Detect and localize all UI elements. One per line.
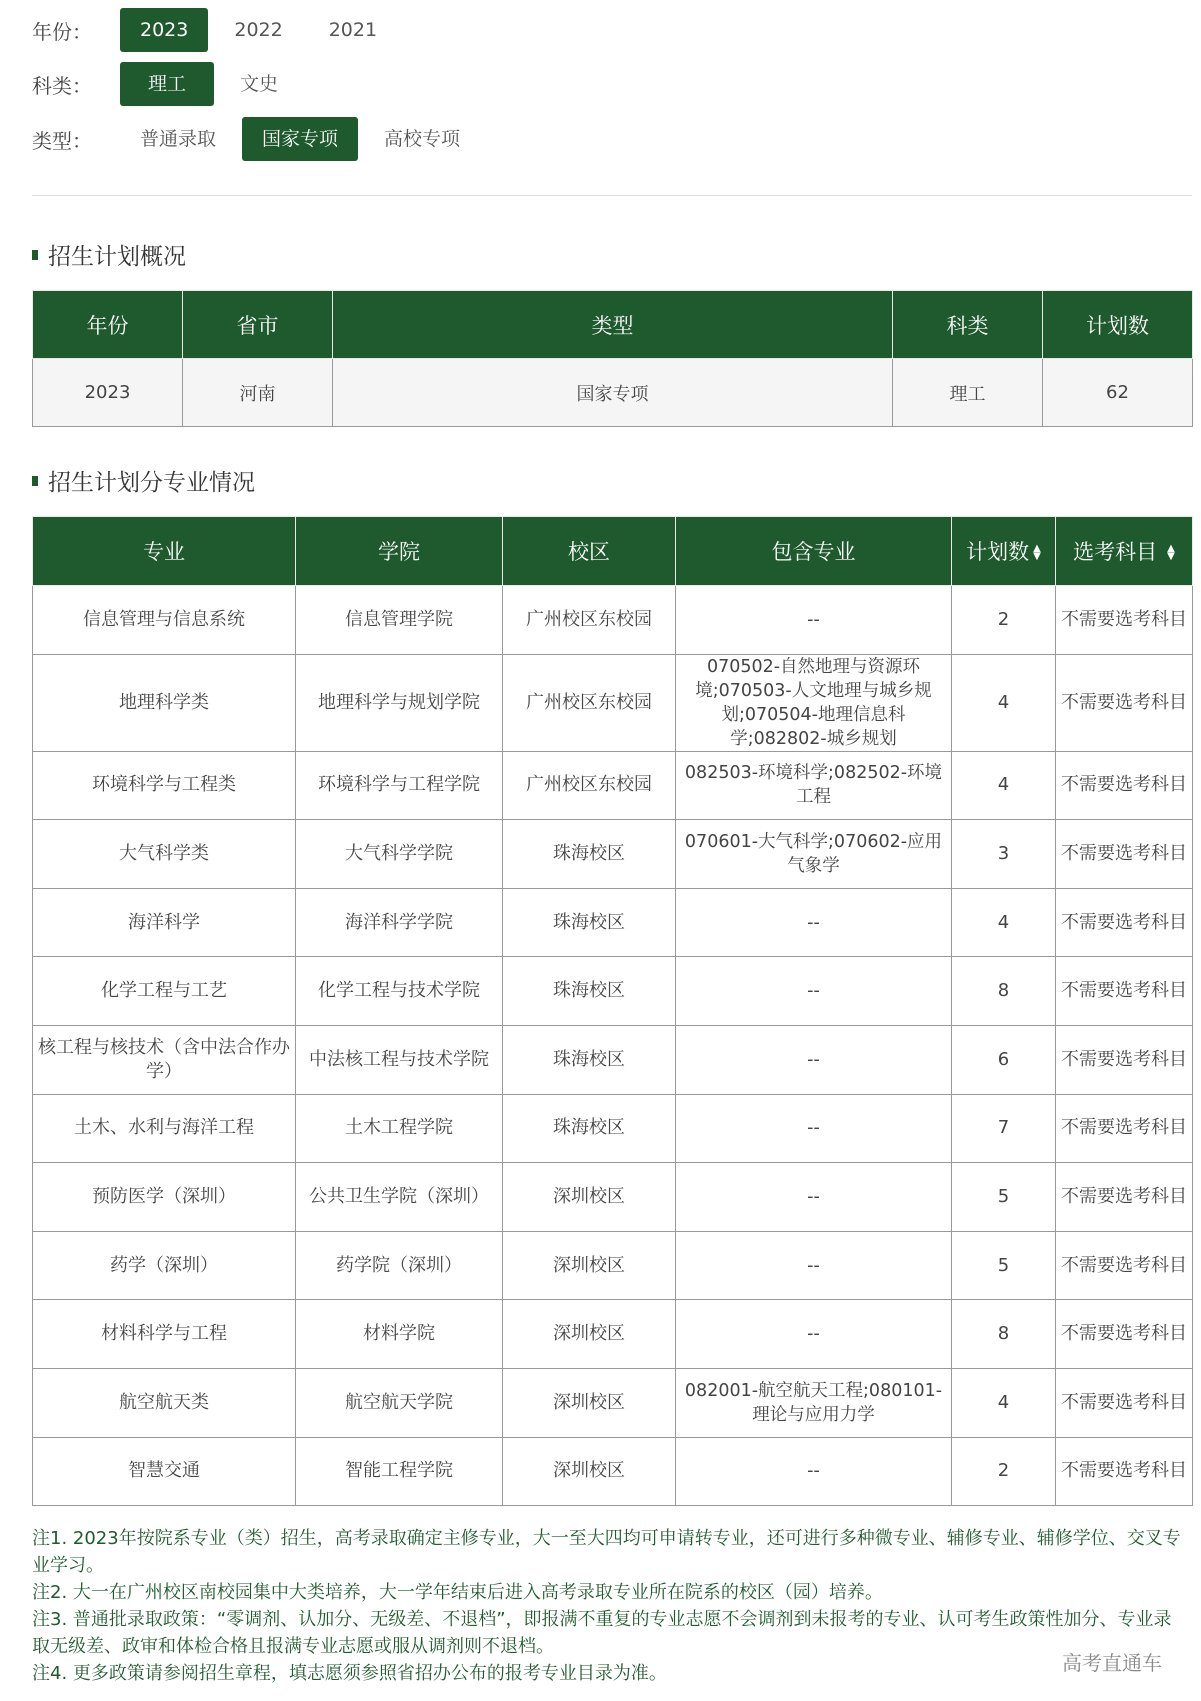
filter-year bbox=[32, 8, 403, 52]
table-row bbox=[33, 957, 1193, 1026]
included-majors-cell: -- bbox=[676, 957, 952, 1026]
majors-title: 招生计划分专业情况 bbox=[48, 470, 255, 496]
table-row bbox=[33, 1368, 1193, 1437]
college-cell: 智能工程学院 bbox=[296, 1437, 503, 1506]
overview-header-row bbox=[33, 291, 1193, 359]
subject-requirement-cell: 不需要选考科目 bbox=[1056, 1094, 1193, 1163]
majors-header-plan-sortable[interactable] bbox=[952, 517, 1056, 586]
plan-count-cell: 5 bbox=[952, 1163, 1056, 1232]
overview-header-type: 类型 bbox=[333, 291, 893, 359]
plan-count-cell: 4 bbox=[952, 654, 1056, 751]
table-row bbox=[33, 820, 1193, 889]
subject-requirement-cell: 不需要选考科目 bbox=[1056, 1025, 1193, 1094]
overview-header-plan: 计划数 bbox=[1043, 291, 1193, 359]
table-row bbox=[33, 654, 1193, 751]
table-row bbox=[33, 1163, 1193, 1232]
subject-requirement-cell: 不需要选考科目 bbox=[1056, 888, 1193, 957]
watermark: 高考直通车 bbox=[1062, 1651, 1162, 1675]
major-cell: 化学工程与工艺 bbox=[33, 957, 296, 1026]
overview-section-title bbox=[32, 238, 186, 271]
college-cell: 航空航天学院 bbox=[296, 1368, 503, 1437]
majors-body bbox=[33, 586, 1193, 1506]
notes-block bbox=[32, 1525, 1182, 1687]
major-cell: 预防医学（深圳） bbox=[33, 1163, 296, 1232]
college-cell: 土木工程学院 bbox=[296, 1094, 503, 1163]
major-cell: 智慧交通 bbox=[33, 1437, 296, 1506]
table-row bbox=[33, 586, 1193, 655]
major-cell: 土木、水利与海洋工程 bbox=[33, 1094, 296, 1163]
campus-cell: 广州校区东校园 bbox=[503, 586, 676, 655]
plan-count-cell: 4 bbox=[952, 888, 1056, 957]
category-option-arts[interactable]: 文史 bbox=[240, 73, 279, 95]
table-row bbox=[33, 1025, 1193, 1094]
overview-table bbox=[32, 290, 1193, 427]
overview-row bbox=[33, 359, 1193, 427]
majors-table bbox=[32, 516, 1193, 1506]
overview-cell-year: 2023 bbox=[33, 359, 183, 427]
plan-count-cell: 2 bbox=[952, 1437, 1056, 1506]
college-cell: 化学工程与技术学院 bbox=[296, 957, 503, 1026]
included-majors-cell: 082001-航空航天工程;080101-理论与应用力学 bbox=[676, 1368, 952, 1437]
included-majors-cell: -- bbox=[676, 888, 952, 957]
majors-header-row bbox=[33, 517, 1193, 586]
included-majors-cell: -- bbox=[676, 1163, 952, 1232]
subject-requirement-cell: 不需要选考科目 bbox=[1056, 1163, 1193, 1232]
overview-cell-type: 国家专项 bbox=[333, 359, 893, 427]
year-option-2023[interactable]: 2023 bbox=[120, 8, 208, 52]
campus-cell: 深圳校区 bbox=[503, 1300, 676, 1369]
table-row bbox=[33, 1300, 1193, 1369]
subject-requirement-cell: 不需要选考科目 bbox=[1056, 820, 1193, 889]
plan-count-cell: 2 bbox=[952, 586, 1056, 655]
year-option-2022[interactable]: 2022 bbox=[234, 19, 283, 41]
note-3: 注3. 普通批录取政策：“零调剂、认加分、无级差、不退档”，即报满不重复的专业志愿不会调剂到未报考的专业、认可考生政策性加分、专业录取无级差、政审和体检合格且报满专业志愿或服从调剂则不退档。 bbox=[32, 1609, 1172, 1657]
included-majors-cell: -- bbox=[676, 1437, 952, 1506]
major-cell: 环境科学与工程类 bbox=[33, 751, 296, 820]
subject-requirement-cell: 不需要选考科目 bbox=[1056, 586, 1193, 655]
section-marker-icon bbox=[32, 476, 38, 486]
overview-cell-province: 河南 bbox=[183, 359, 333, 427]
majors-header-college: 学院 bbox=[296, 517, 503, 586]
college-cell: 地理科学与规划学院 bbox=[296, 654, 503, 751]
plan-count-cell: 4 bbox=[952, 751, 1056, 820]
overview-cell-plan: 62 bbox=[1043, 359, 1193, 427]
type-option-regular[interactable]: 普通录取 bbox=[140, 128, 217, 150]
major-cell: 核工程与核技术（含中法合作办学） bbox=[33, 1025, 296, 1094]
subject-requirement-cell: 不需要选考科目 bbox=[1056, 957, 1193, 1026]
college-cell: 大气科学学院 bbox=[296, 820, 503, 889]
plan-count-cell: 8 bbox=[952, 957, 1056, 1026]
table-row bbox=[33, 1437, 1193, 1506]
major-cell: 信息管理与信息系统 bbox=[33, 586, 296, 655]
subject-requirement-cell: 不需要选考科目 bbox=[1056, 1437, 1193, 1506]
majors-header-subject: 选考科目 bbox=[1073, 540, 1158, 564]
major-cell: 航空航天类 bbox=[33, 1368, 296, 1437]
overview-header-year: 年份 bbox=[33, 291, 183, 359]
majors-header-plan: 计划数 bbox=[966, 540, 1030, 564]
overview-header-category: 科类 bbox=[893, 291, 1043, 359]
campus-cell: 深圳校区 bbox=[503, 1231, 676, 1300]
included-majors-cell: -- bbox=[676, 1025, 952, 1094]
campus-cell: 珠海校区 bbox=[503, 1025, 676, 1094]
type-option-national[interactable]: 国家专项 bbox=[242, 117, 358, 161]
table-row bbox=[33, 888, 1193, 957]
type-option-university[interactable]: 高校专项 bbox=[384, 128, 461, 150]
campus-cell: 珠海校区 bbox=[503, 888, 676, 957]
note-1: 注1. 2023年按院系专业（类）招生，高考录取确定主修专业，大一至大四均可申请转专业，还可进行多种微专业、辅修专业、辅修学位、交叉专业学习。 bbox=[32, 1528, 1181, 1576]
campus-cell: 深圳校区 bbox=[503, 1437, 676, 1506]
majors-header-included: 包含专业 bbox=[676, 517, 952, 586]
plan-count-cell: 6 bbox=[952, 1025, 1056, 1094]
table-row bbox=[33, 1094, 1193, 1163]
campus-cell: 广州校区东校园 bbox=[503, 654, 676, 751]
category-option-science[interactable]: 理工 bbox=[120, 62, 214, 106]
included-majors-cell: -- bbox=[676, 1300, 952, 1369]
subject-requirement-cell: 不需要选考科目 bbox=[1056, 1300, 1193, 1369]
year-option-2021[interactable]: 2021 bbox=[328, 19, 378, 41]
college-cell: 药学院（深圳） bbox=[296, 1231, 503, 1300]
college-cell: 海洋科学学院 bbox=[296, 888, 503, 957]
majors-header-subject-sortable[interactable] bbox=[1056, 517, 1193, 586]
note-2: 注2. 大一在广州校区南校园集中大类培养，大一学年结束后进入高考录取专业所在院系的校区（园）培养。 bbox=[32, 1582, 883, 1603]
plan-count-cell: 7 bbox=[952, 1094, 1056, 1163]
major-cell: 海洋科学 bbox=[33, 888, 296, 957]
included-majors-cell: -- bbox=[676, 1231, 952, 1300]
subject-requirement-cell: 不需要选考科目 bbox=[1056, 751, 1193, 820]
campus-cell: 广州校区东校园 bbox=[503, 751, 676, 820]
major-cell: 药学（深圳） bbox=[33, 1231, 296, 1300]
overview-title: 招生计划概况 bbox=[48, 244, 186, 270]
major-cell: 大气科学类 bbox=[33, 820, 296, 889]
included-majors-cell: 070502-自然地理与资源环境;070503-人文地理与城乡规划;070504-地理信息科学;082802-城乡规划 bbox=[676, 654, 952, 751]
sort-updown-icon[interactable]: ▲ ▼ bbox=[1167, 543, 1175, 562]
campus-cell: 深圳校区 bbox=[503, 1163, 676, 1232]
major-cell: 地理科学类 bbox=[33, 654, 296, 751]
filter-category bbox=[32, 62, 304, 106]
plan-count-cell: 4 bbox=[952, 1368, 1056, 1437]
subject-requirement-cell: 不需要选考科目 bbox=[1056, 1231, 1193, 1300]
filter-category-label: 科类： bbox=[32, 73, 92, 98]
included-majors-cell: -- bbox=[676, 1094, 952, 1163]
section-marker-icon bbox=[32, 250, 38, 260]
plan-count-cell: 5 bbox=[952, 1231, 1056, 1300]
major-cell: 材料科学与工程 bbox=[33, 1300, 296, 1369]
included-majors-cell: -- bbox=[676, 586, 952, 655]
college-cell: 环境科学与工程学院 bbox=[296, 751, 503, 820]
subject-requirement-cell: 不需要选考科目 bbox=[1056, 654, 1193, 751]
included-majors-cell: 082503-环境科学;082502-环境工程 bbox=[676, 751, 952, 820]
college-cell: 中法核工程与技术学院 bbox=[296, 1025, 503, 1094]
overview-cell-category: 理工 bbox=[893, 359, 1043, 427]
campus-cell: 珠海校区 bbox=[503, 957, 676, 1026]
filter-year-label: 年份： bbox=[32, 19, 92, 44]
campus-cell: 珠海校区 bbox=[503, 820, 676, 889]
filter-type bbox=[32, 117, 486, 161]
plan-count-cell: 3 bbox=[952, 820, 1056, 889]
filter-divider bbox=[32, 195, 1192, 196]
campus-cell: 珠海校区 bbox=[503, 1094, 676, 1163]
table-row bbox=[33, 1231, 1193, 1300]
majors-header-major: 专业 bbox=[33, 517, 296, 586]
college-cell: 信息管理学院 bbox=[296, 586, 503, 655]
college-cell: 公共卫生学院（深圳） bbox=[296, 1163, 503, 1232]
college-cell: 材料学院 bbox=[296, 1300, 503, 1369]
campus-cell: 深圳校区 bbox=[503, 1368, 676, 1437]
note-4: 注4. 更多政策请参阅招生章程，填志愿须参照省招办公布的报考专业目录为准。 bbox=[32, 1663, 667, 1684]
majors-header-campus: 校区 bbox=[503, 517, 676, 586]
table-row bbox=[33, 751, 1193, 820]
subject-requirement-cell: 不需要选考科目 bbox=[1056, 1368, 1193, 1437]
overview-header-province: 省市 bbox=[183, 291, 333, 359]
majors-section-title bbox=[32, 464, 255, 497]
filter-type-label: 类型： bbox=[32, 128, 92, 153]
plan-count-cell: 8 bbox=[952, 1300, 1056, 1369]
included-majors-cell: 070601-大气科学;070602-应用气象学 bbox=[676, 820, 952, 889]
sort-updown-icon[interactable]: ▲ ▼ bbox=[1033, 543, 1041, 562]
